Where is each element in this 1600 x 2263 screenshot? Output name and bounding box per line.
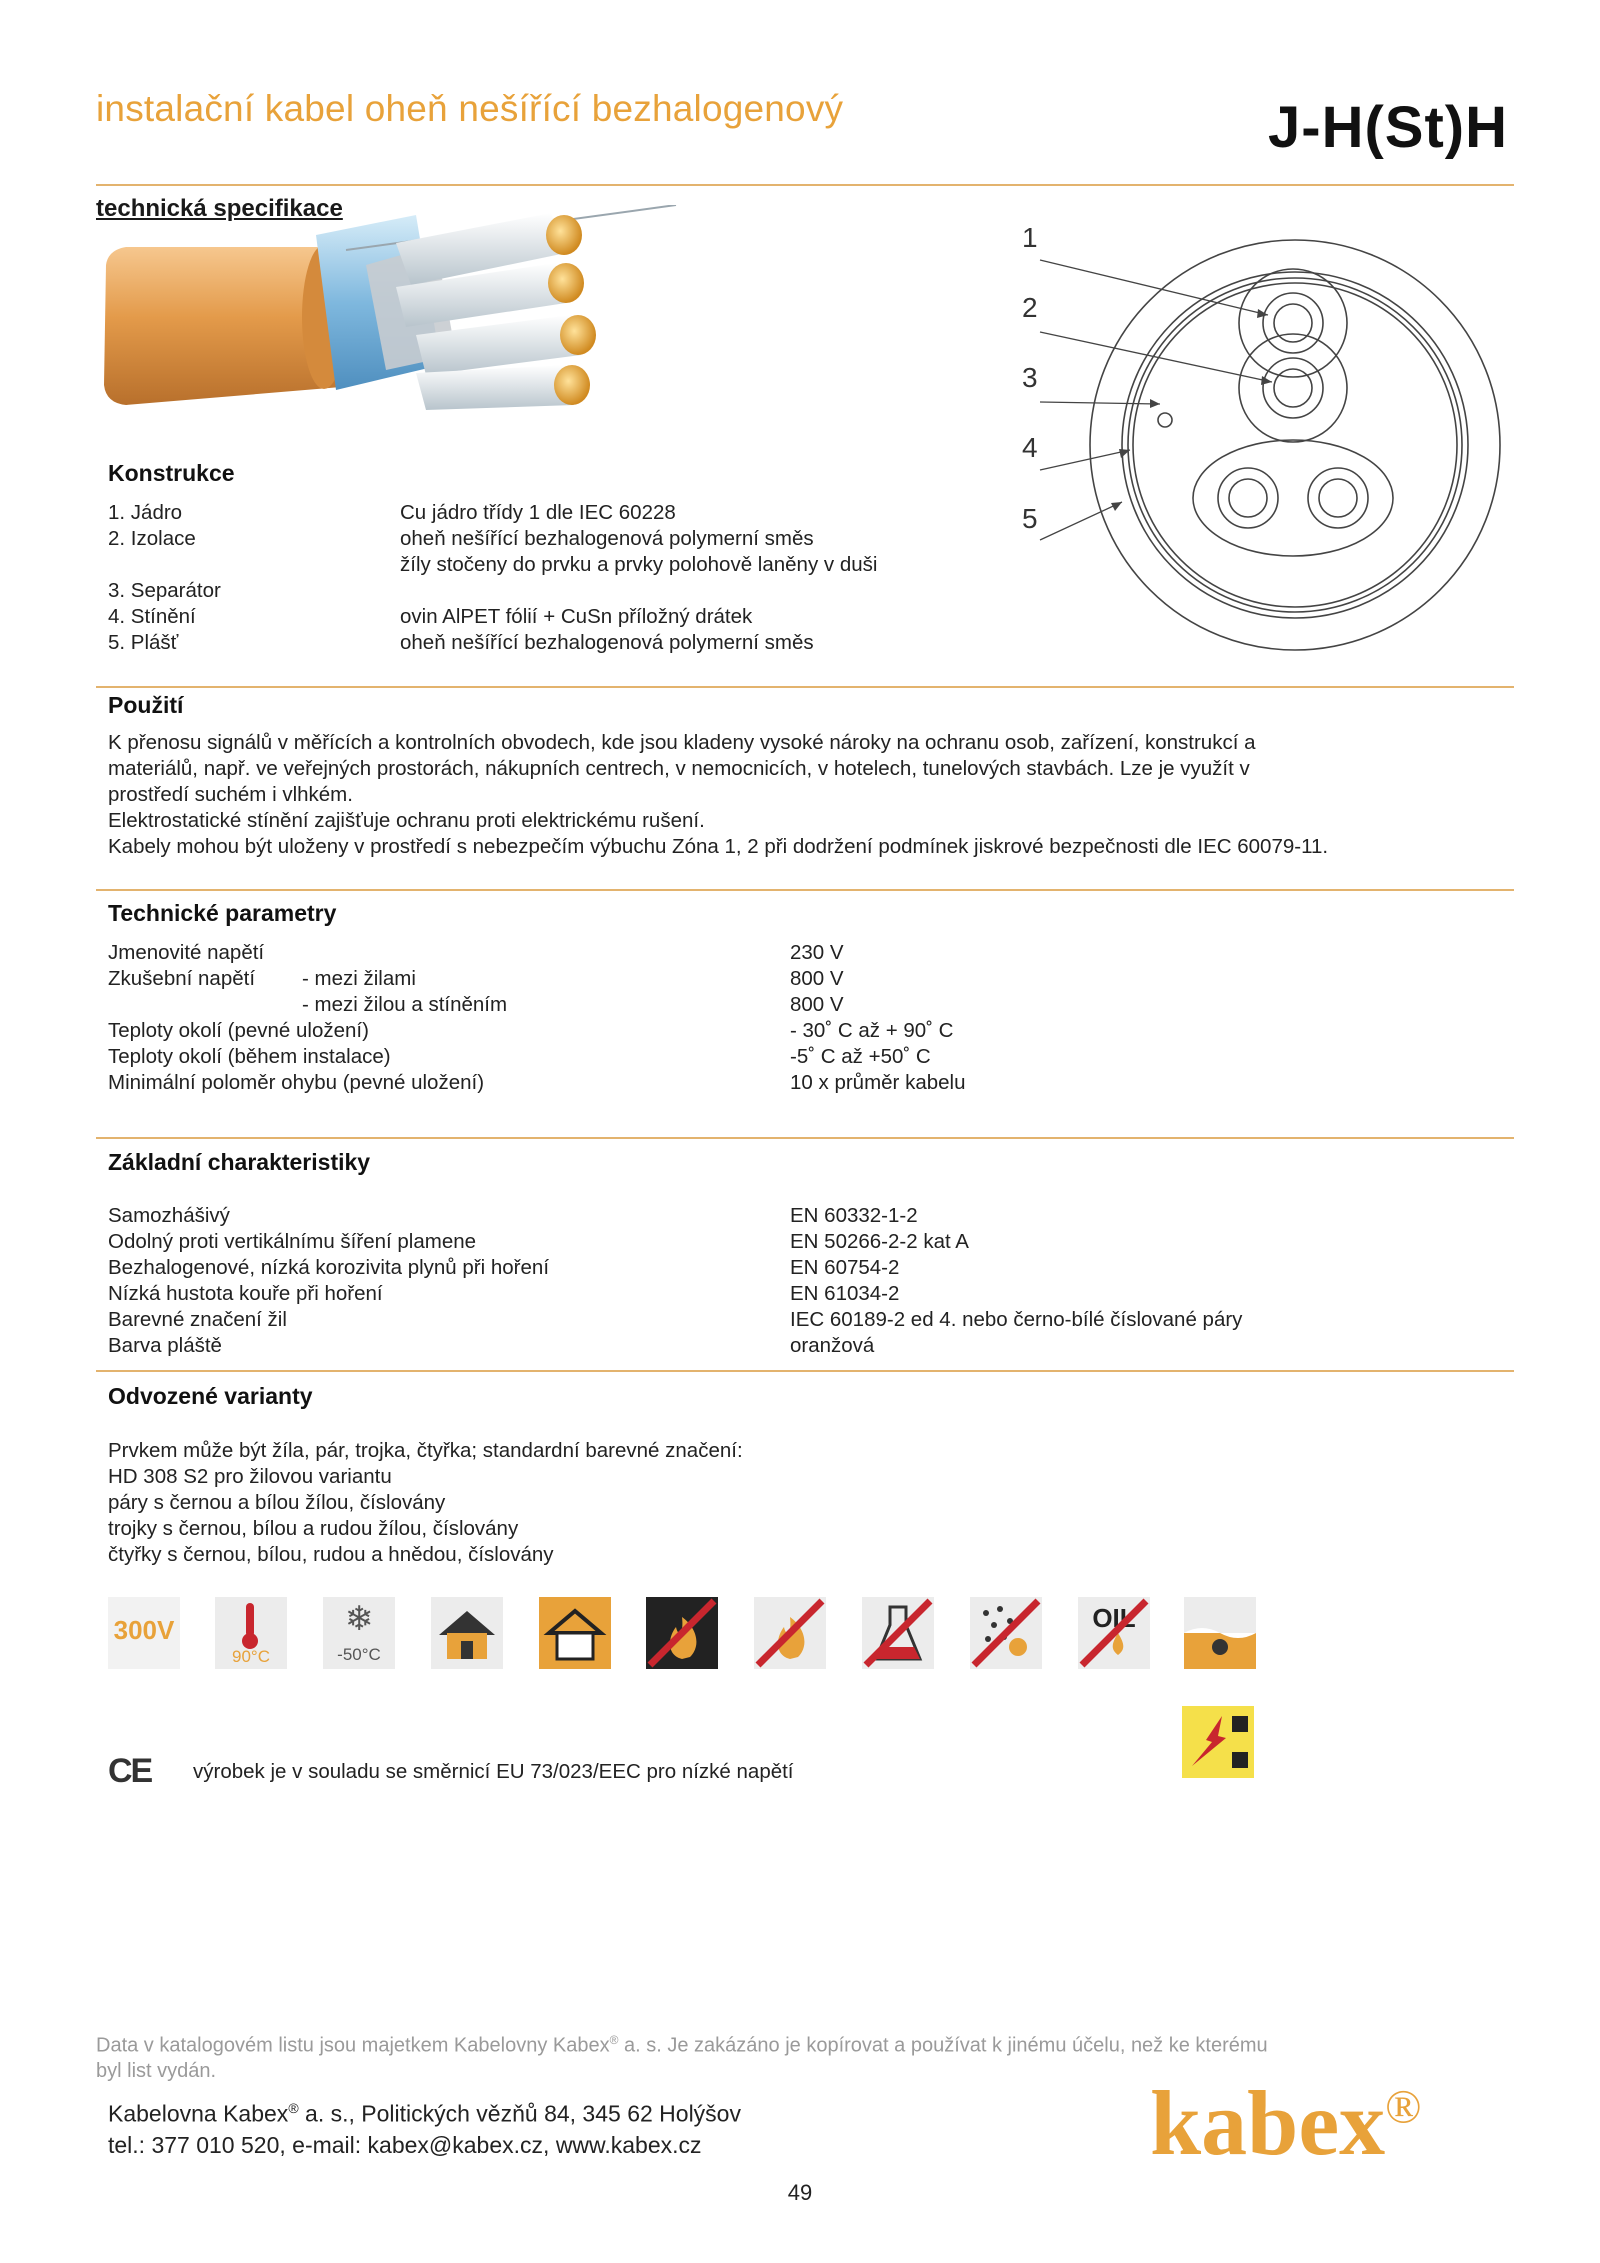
param-value: - 30˚ C až + 90˚ C [790, 1019, 954, 1042]
variants-title: Odvozené varianty [108, 1383, 313, 1409]
usage-title: Použití [108, 692, 184, 718]
param-label: Zkušební napětí [108, 967, 256, 990]
characteristic-label: Barva pláště [108, 1334, 222, 1357]
flame-retardant-icon [754, 1597, 826, 1669]
variant-line: Prvkem může být žíla, pár, trojka, čtyřka; standardní barevné značení: [108, 1439, 743, 1462]
section-divider [96, 686, 1514, 688]
page-number: 49 [787, 2180, 813, 2205]
cross-section-diagram [1010, 220, 1510, 670]
construction-value: žíly stočeny do prvku a prvky polohově laněny v duši [400, 553, 878, 576]
page-title: instalační kabel oheň nešířící bezhalogenový [96, 88, 844, 129]
construction-label: 4. Stínění [108, 605, 196, 628]
no-fire-spread-icon [646, 1597, 718, 1669]
company-contact: tel.: 377 010 520, e-mail: kabex@kabex.cz, www.kabex.cz [108, 2132, 702, 2158]
construction-label: 1. Jádro [108, 501, 183, 524]
section-divider [96, 889, 1514, 891]
characteristic-label: Barevné značení žil [108, 1308, 287, 1331]
diagram-label-1: 1 [1022, 222, 1038, 253]
characteristic-label: Nízká hustota kouře při hoření [108, 1282, 383, 1305]
construction-value: oheň nešířící bezhalogenová polymerní směs [400, 527, 814, 550]
diagram-label-3: 3 [1022, 362, 1038, 393]
construction-value: Cu jádro třídy 1 dle IEC 60228 [400, 501, 676, 524]
param-value: 800 V [790, 967, 844, 990]
variant-line: čtyřky s černou, bílou, rudou a hnědou, číslovány [108, 1543, 554, 1566]
usage-line: materiálů, např. ve veřejných prostorách, nákupních centrech, v nemocnicích, v hotelech, tunelových stavbách. Lze je využít v [108, 757, 1250, 780]
characteristic-label: Samozhášivý [108, 1204, 230, 1227]
construction-value: ovin AlPET fólií + CuSn příložný drátek [400, 605, 753, 628]
usage-line: K přenosu signálů v měřících a kontrolních obvodech, kde jsou kladeny vysoké nároky na ochranu osob, zařízení, konstrukcí a [108, 731, 1256, 754]
param-value: -5˚ C až +50˚ C [790, 1045, 931, 1068]
characteristic-value: EN 60754-2 [790, 1256, 900, 1279]
indoor-house-icon [431, 1597, 503, 1669]
copyright-note: Data v katalogovém listu jsou majetkem Kabelovny Kabex® a. s. Je zakázáno je kopírovat a používat k jinému účelu, než ke kterému byl list vydán. [96, 2033, 1268, 2082]
param-value: 10 x průměr kabelu [790, 1071, 966, 1094]
param-label: Teploty okolí (pevné uložení) [108, 1019, 369, 1042]
param-sub-label: - mezi žilou a stíněním [302, 993, 508, 1016]
diagram-label-4: 4 [1022, 432, 1038, 463]
max-temperature-icon: 90°C [215, 1597, 287, 1669]
characteristic-value: EN 61034-2 [790, 1282, 900, 1305]
characteristic-value: EN 50266-2-2 kat A [790, 1230, 969, 1253]
diagram-label-2: 2 [1022, 292, 1038, 323]
spec-heading: technická specifikace [96, 195, 343, 222]
characteristic-value: IEC 60189-2 ed 4. nebo černo-bílé číslované páry [790, 1308, 1243, 1331]
cable-illustration [96, 205, 736, 440]
param-value: 800 V [790, 993, 844, 1016]
oil-resistance-icon: OIL [1078, 1597, 1150, 1669]
voltage-300v-icon: 300V [108, 1597, 180, 1669]
min-temperature-icon: ❄ -50°C [323, 1597, 395, 1669]
characteristic-value: oranžová [790, 1334, 875, 1357]
param-label: Teploty okolí (během instalace) [108, 1045, 391, 1068]
param-label: Jmenovité napětí [108, 941, 265, 964]
usage-line: Kabely mohou být uloženy v prostředí s nebezpečím výbuchu Zóna 1, 2 při dodržení podmínek jiskrové bezpečnosti dle IEC 60079-11. [108, 835, 1329, 858]
cable-code: J-H(St)H [1268, 95, 1508, 160]
chemical-resistance-icon [862, 1597, 934, 1669]
param-sub-label: - mezi žilami [302, 967, 416, 990]
company-address: Kabelovna Kabex® a. s., Politických vězňů 84, 345 62 Holýšov [108, 2100, 741, 2127]
characteristic-value: EN 60332-1-2 [790, 1204, 918, 1227]
construction-label: 5. Plášť [108, 631, 179, 654]
construction-label: 2. Izolace [108, 527, 196, 550]
characteristics-title: Základní charakteristiky [108, 1149, 371, 1175]
usage-line: Elektrostatické stínění zajišťuje ochranu proti elektrickému rušení. [108, 809, 705, 832]
construction-value: oheň nešířící bezhalogenová polymerní směs [400, 631, 814, 654]
header-divider [96, 184, 1514, 186]
variant-line: trojky s černou, bílou a rudou žílou, číslovány [108, 1517, 519, 1540]
ce-mark: CE [108, 1752, 152, 1790]
kabex-logo: kabex® [1150, 2072, 1422, 2174]
section-divider [96, 1137, 1514, 1139]
ground-burial-icon [1184, 1597, 1256, 1669]
outdoor-house-icon [539, 1597, 611, 1669]
ce-statement: výrobek je v souladu se směrnicí EU 73/023/EEC pro nízké napětí [193, 1760, 794, 1783]
low-smoke-icon [970, 1597, 1042, 1669]
variant-line: HD 308 S2 pro žilovou variantu [108, 1465, 392, 1488]
variant-line: páry s černou a bílou žílou, číslovány [108, 1491, 446, 1514]
param-value: 230 V [790, 941, 844, 964]
construction-title: Konstrukce [108, 460, 235, 486]
characteristic-label: Bezhalogenové, nízká korozivita plynů při hoření [108, 1256, 550, 1279]
usage-line: prostředí suchém i vlhkém. [108, 783, 353, 806]
explosive-zone-icon [1182, 1706, 1254, 1778]
section-divider [96, 1370, 1514, 1372]
param-label: Minimální poloměr ohybu (pevné uložení) [108, 1071, 485, 1094]
construction-label: 3. Separátor [108, 579, 221, 602]
characteristic-label: Odolný proti vertikálnímu šíření plamene [108, 1230, 477, 1253]
tech-params-title: Technické parametry [108, 900, 337, 926]
diagram-label-5: 5 [1022, 503, 1038, 534]
